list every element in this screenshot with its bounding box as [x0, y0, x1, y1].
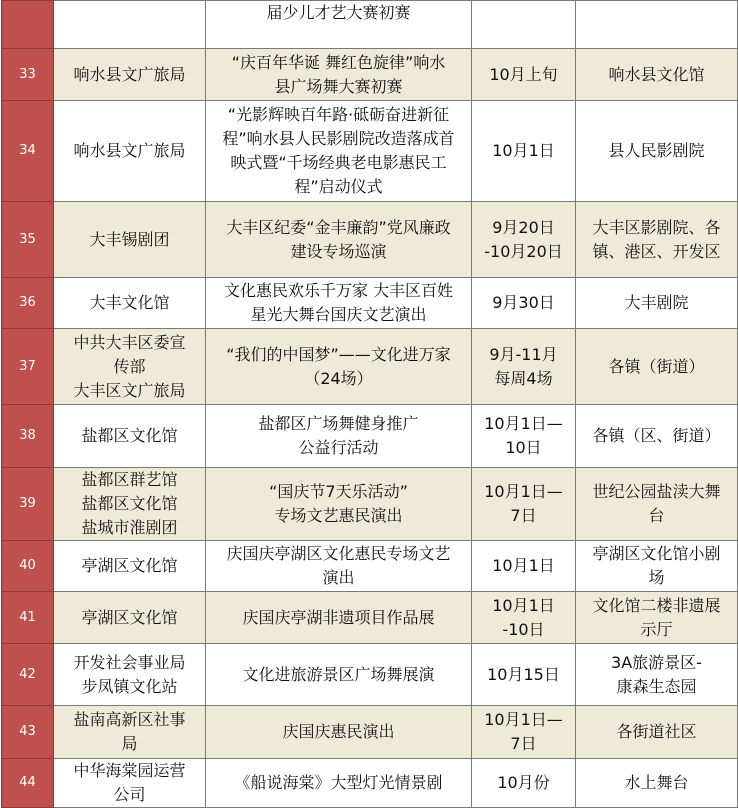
time-text-line: 10月上旬	[489, 64, 558, 84]
row-number: 44	[2, 759, 54, 808]
time-text-line: 10月1日	[492, 556, 555, 575]
cell-org	[54, 759, 206, 808]
cell-event	[206, 1, 472, 49]
cell-venue	[576, 759, 738, 808]
venue-text-line: 各镇（街道）	[608, 356, 705, 376]
cell-time	[472, 468, 576, 541]
cell-venue	[576, 706, 738, 759]
cell-time	[472, 329, 576, 405]
time-text-line: 10月1日	[492, 141, 555, 160]
cell-time	[472, 541, 576, 592]
cell-event	[206, 541, 472, 592]
event-text-line: “庆百年华诞 舞红色旋律”响水	[231, 52, 446, 72]
cell-time	[472, 405, 576, 468]
cell-event	[206, 759, 472, 808]
time-text-line: 10日	[505, 438, 542, 457]
venue-text-line: 场	[648, 568, 665, 587]
cell-time	[472, 1, 576, 49]
org-text-line: 盐南高新区社事	[73, 710, 186, 729]
org-text-line: 局	[121, 734, 138, 753]
cell-event	[206, 329, 472, 405]
cell-venue	[576, 329, 738, 405]
time-text-line: 9月20日	[492, 217, 555, 237]
time-text-line: 9月-11月	[489, 344, 558, 364]
event-text-line: 建设专场巡演	[290, 241, 387, 261]
event-text-line: 盐都区广场舞健身推广	[258, 414, 419, 433]
event-text-line: 演出	[322, 568, 355, 587]
row-number: 35	[2, 202, 54, 278]
cell-venue	[576, 644, 738, 706]
time-text-line: 9月30日	[492, 293, 555, 312]
event-text-line: 庆国庆亭湖区文化惠民专场文艺	[226, 544, 451, 563]
table-row	[2, 329, 738, 405]
venue-text-line: 响水县文化馆	[608, 64, 705, 84]
time-text-line: 10月1日	[492, 595, 555, 615]
cell-venue	[576, 1, 738, 49]
org-text-line: 大丰文化馆	[89, 293, 170, 312]
cell-org	[54, 101, 206, 202]
cell-venue	[576, 541, 738, 592]
cell-time	[472, 49, 576, 101]
org-text-line: 响水县文广旅局	[73, 141, 186, 160]
venue-text-line: 文化馆二楼非遗展	[592, 595, 721, 615]
org-text-line: 亭湖区文化馆	[81, 607, 178, 627]
venue-text-line: 镇、港区、开发区	[592, 241, 721, 261]
events-table	[1, 0, 738, 808]
org-text-line: 中华海棠园运营	[73, 761, 186, 780]
time-text-line: 10月1日—	[484, 482, 563, 501]
time-text-line: 10月1日—	[484, 414, 563, 433]
venue-text-line: 大丰区影剧院、各	[592, 217, 721, 237]
org-text-line: 盐都区文化馆	[81, 494, 178, 513]
venue-text-line: 台	[648, 506, 665, 525]
cell-time	[472, 278, 576, 329]
time-text-line: 每周4场	[494, 368, 553, 388]
cell-time	[472, 644, 576, 706]
table-row	[2, 706, 738, 759]
row-number: 41	[2, 592, 54, 644]
event-text-line: 星光大舞台国庆文艺演出	[250, 305, 427, 324]
cell-venue	[576, 49, 738, 101]
cell-event	[206, 202, 472, 278]
row-number: 33	[2, 49, 54, 101]
event-text-line: 文化惠民欢乐千万家 大丰区百姓	[223, 281, 454, 300]
org-text-line: 盐都区文化馆	[81, 426, 178, 445]
row-number: 43	[2, 706, 54, 759]
cell-org	[54, 644, 206, 706]
cell-event	[206, 468, 472, 541]
cell-org	[54, 278, 206, 329]
time-text-line: -10月20日	[484, 241, 563, 261]
cell-time	[472, 101, 576, 202]
table-row	[2, 759, 738, 808]
table-row	[2, 202, 738, 278]
time-text-line: 10月份	[497, 773, 550, 792]
org-text-line: 亭湖区文化馆	[81, 556, 178, 575]
cell-org	[54, 202, 206, 278]
event-text-line: 届少儿才艺大赛初赛	[266, 3, 411, 22]
time-text-line: -10日	[502, 619, 545, 639]
table-row	[2, 405, 738, 468]
cell-event	[206, 405, 472, 468]
venue-text-line: 各街道社区	[616, 722, 697, 741]
event-text-line: （24场）	[304, 368, 373, 388]
event-text-line: 庆国庆惠民演出	[282, 722, 395, 741]
row-number: 38	[2, 405, 54, 468]
venue-text-line: 康森生态园	[616, 676, 697, 696]
cell-venue	[576, 468, 738, 541]
cell-event	[206, 49, 472, 101]
cell-event	[206, 706, 472, 759]
event-text-line: 县广场舞大赛初赛	[274, 76, 403, 96]
org-text-line: 步凤镇文化站	[81, 676, 178, 696]
org-text-line: 盐都区群艺馆	[81, 470, 178, 489]
table-row	[2, 468, 738, 541]
cell-venue	[576, 405, 738, 468]
cell-event	[206, 101, 472, 202]
table-row	[2, 541, 738, 592]
event-text-line: 公益行活动	[298, 438, 379, 457]
event-text-line: 程”响水县人民影剧院改造落成首	[222, 129, 455, 148]
row-number: 40	[2, 541, 54, 592]
row-number: 42	[2, 644, 54, 706]
venue-text-line: 大丰剧院	[624, 293, 689, 312]
table-row	[2, 592, 738, 644]
org-text-line: 盐城市淮剧团	[81, 518, 178, 537]
cell-time	[472, 202, 576, 278]
table-row	[2, 101, 738, 202]
org-text-line: 大丰锡剧团	[89, 229, 170, 249]
row-number: 39	[2, 468, 54, 541]
event-text-line: “我们的中国梦”——文化进万家	[226, 344, 451, 364]
event-text-line: 文化进旅游景区广场舞展演	[242, 664, 435, 684]
cell-org	[54, 329, 206, 405]
cell-venue	[576, 101, 738, 202]
cell-event	[206, 592, 472, 644]
venue-text-line: 世纪公园盐渎大舞	[592, 482, 721, 501]
event-text-line: “光影辉映百年路·砥砺奋进新征	[227, 105, 450, 124]
venue-text-line: 示厅	[640, 619, 673, 639]
org-text-line: 大丰区文广旅局	[73, 380, 186, 400]
org-text-line: 公司	[113, 785, 146, 804]
event-text-line: 映式暨“千场经典老电影惠民工	[230, 153, 447, 172]
row-number: 36	[2, 278, 54, 329]
cell-time	[472, 759, 576, 808]
cell-org	[54, 592, 206, 644]
events-table-body	[2, 1, 738, 808]
event-text-line: 大丰区纪委“金丰廉韵”党风廉政	[226, 217, 451, 237]
table-row	[2, 1, 738, 49]
venue-text-line: 县人民影剧院	[608, 141, 705, 160]
row-number: 34	[2, 101, 54, 202]
cell-org	[54, 468, 206, 541]
cell-venue	[576, 278, 738, 329]
event-text-line: 专场文艺惠民演出	[274, 506, 403, 525]
cell-org	[54, 541, 206, 592]
event-text-line: 程”启动仪式	[294, 177, 383, 196]
time-text-line: 10月15日	[487, 664, 560, 684]
row-number: 37	[2, 329, 54, 405]
cell-org	[54, 405, 206, 468]
table-row	[2, 278, 738, 329]
venue-text-line: 3A旅游景区-	[611, 652, 702, 672]
venue-text-line: 亭湖区文化馆小剧	[592, 544, 721, 563]
cell-event	[206, 278, 472, 329]
venue-text-line: 水上舞台	[624, 773, 689, 792]
cell-org	[54, 706, 206, 759]
event-text-line: “国庆节7天乐活动”	[269, 482, 408, 501]
cell-time	[472, 592, 576, 644]
cell-time	[472, 706, 576, 759]
org-text-line: 响水县文广旅局	[73, 64, 186, 84]
cell-event	[206, 644, 472, 706]
cell-venue	[576, 202, 738, 278]
org-text-line: 中共大丰区委宣	[73, 332, 186, 352]
venue-text-line: 各镇（区、街道）	[592, 426, 721, 445]
table-row	[2, 49, 738, 101]
time-text-line: 7日	[510, 506, 537, 525]
cell-venue	[576, 592, 738, 644]
org-text-line: 传部	[113, 356, 146, 376]
org-text-line: 开发社会事业局	[73, 652, 186, 672]
time-text-line: 7日	[510, 734, 537, 753]
event-text-line: 《船说海棠》大型灯光情景剧	[234, 773, 443, 792]
event-text-line: 庆国庆亭湖非遗项目作品展	[242, 607, 435, 627]
row-number	[2, 1, 54, 49]
table-row	[2, 644, 738, 706]
cell-org	[54, 49, 206, 101]
cell-org	[54, 1, 206, 49]
time-text-line: 10月1日—	[484, 710, 563, 729]
